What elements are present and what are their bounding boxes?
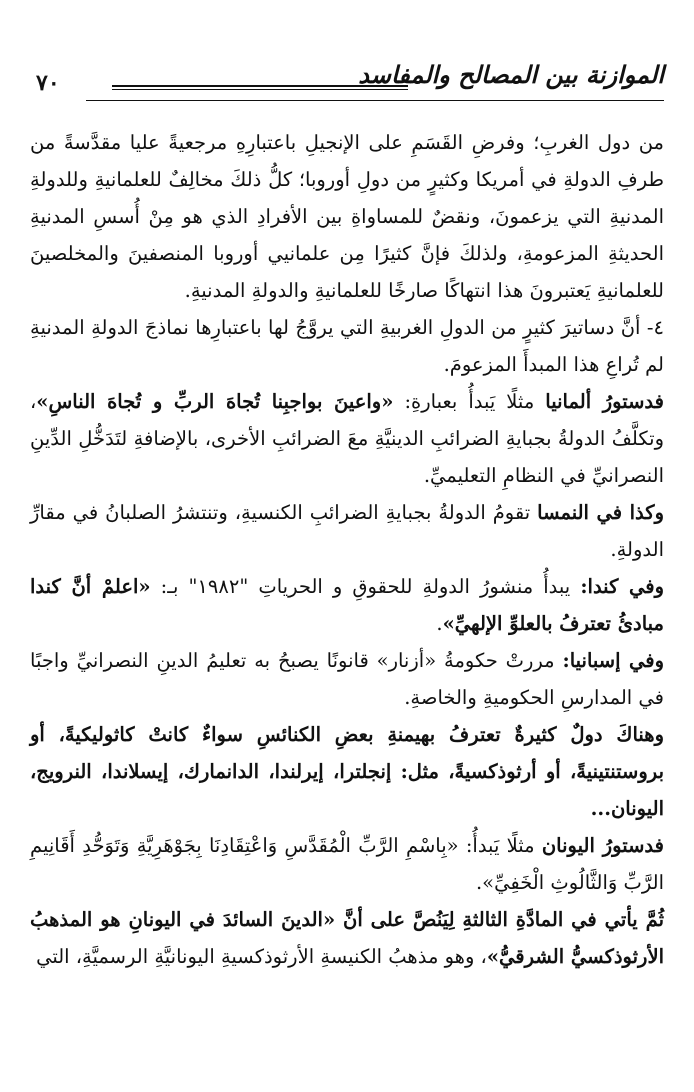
paragraph-canada — [30, 568, 664, 642]
paragraph-text: مثلًا يَبدأُ: «بِاسْمِ الرَّبِّ الْمُقَدَّسِ وَاعْتِقَادِنَا بِجَوْهَرِيَّةِ وَتَوَحُّدِ أَقَانِيمِ الرَّبِّ وَالثَّالُوثِ الْخَفِيِّ». — [30, 834, 664, 894]
paragraph-text: أنَّ دساتيرَ كثيرٍ من الدولِ الغربيةِ التي يروَّجُ لها باعتبارِها نماذجَ الدولةِ المدنيةِ لم تُراعِ هذا المبدأَ المزعومَ. — [30, 316, 664, 376]
paragraph-text: ، وهو مذهبُ الكنيسةِ الأرثوذكسيةِ اليونانيَّةِ الرسميَّةِ، التي — [36, 945, 487, 968]
header-rule — [112, 85, 408, 87]
paragraph-text: ، وتكلَّفُ الدولةُ بجبايةِ الضرائبِ الدينيَّةِ معَ الضرائبِ الأخرى، بالإضافةِ لتَدَخُّلِ الدِّينِ النصرانيِّ في النظامِ التعليميِّ. — [30, 390, 664, 487]
paragraph-text: مثلًا يَبدأُ بعبارةِ: — [404, 390, 535, 413]
paragraph-text: . — [436, 612, 443, 635]
paragraph-text: يبدأُ منشورُ الدولةِ للحقوقِ و الحرياتِ "١٩٨٢" بـ: — [160, 575, 571, 598]
paragraph-greece — [30, 827, 664, 901]
lead-phrase: فدستورُ اليونان — [541, 834, 664, 857]
paragraph-text: من دول الغربِ؛ وفرضِ القَسَمِ على الإنجيلِ باعتبارِهِ مرجعيةً عليا مقدَّسةً من طرفِ الدولةِ في أمريكا وكثيرٍ من دولِ أوروبا؛ كلُّ ذلكَ مخالِفٌ للعلمانيةِ وللدولةِ المدنيةِ التي يزعمونَ، ونقضٌ للمساواةِ بين الأفرادِ الذي هو مِنْ أُسسِ المدنيةِ الحديثةِ المزعومةِ، ولذلكَ فإنَّ كثيرًا مِن علمانيي أوروبا المنصفينَ والمخلصينَ للعلمانيةِ يَعتبرونَ هذا انتهاكًا صارخًا للعلمانيةِ والدولةِ المدنيةِ. — [30, 131, 664, 302]
lead-phrase: وفي كندا: — [580, 575, 665, 598]
quote-text: «اعلمْ أنَّ كندا مبادئُ تعترفُ بالعلوِّ الإلهيِّ» — [30, 575, 664, 635]
paragraph-countries — [30, 716, 664, 827]
paragraph-text: وهناكَ دولٌ كثيرةٌ تعترفُ بهيمنةِ بعضِ الكنائسِ سواءٌ كانتْ كاثوليكيةً، أو بروستنتينيةً، أو أرثوذكسيةً، مثل: إنجلترا، إيرلندا، الدانمارك، إيسلاندا، النرويج، اليونان... — [30, 723, 664, 820]
paragraph-article-three — [30, 901, 664, 975]
header-rule-thin — [112, 89, 408, 90]
paragraph-1 — [30, 124, 664, 309]
lead-phrase: ثُمَّ يأتي في المادَّةِ الثالثةِ لِيَنُصَّ على أنَّ «الدينَ السائدَ في اليونانِ هو المذهبُ الأرثوذكسيُّ الشرقيُّ» — [30, 908, 664, 968]
lead-phrase: وكذا في النمسا — [537, 501, 664, 524]
paragraph-2 — [30, 309, 664, 383]
running-title: الموازنة بين المصالح والمفاسد — [358, 60, 664, 89]
body-text — [30, 124, 664, 975]
page-header — [30, 58, 664, 106]
header-underline — [86, 100, 664, 101]
paragraph-text: تقومُ الدولةُ بجبايةِ الضرائبِ الكنسيةِ، وتنتشرُ الصلبانُ في مقارِّ الدولةِ. — [30, 501, 664, 561]
item-number: ٤- — [646, 316, 664, 339]
lead-phrase: فدستورُ ألمانيا — [545, 390, 664, 413]
paragraph-germany — [30, 383, 664, 494]
paragraph-austria — [30, 494, 664, 568]
lead-phrase: وفي إسبانيا: — [562, 649, 664, 672]
paragraph-spain — [30, 642, 664, 716]
quote-text: «واعينَ بواجبِنا تُجاهَ الربِّ و تُجاهَ الناسِ» — [36, 390, 394, 413]
paragraph-text: مررتْ حكومةُ «أزنار» قانونًا يصبحُ به تعليمُ الدينِ النصرانيِّ واجبًا في المدارسِ الحكوميةِ والخاصةِ. — [30, 649, 664, 709]
page-number: ٧٠ — [36, 70, 60, 96]
